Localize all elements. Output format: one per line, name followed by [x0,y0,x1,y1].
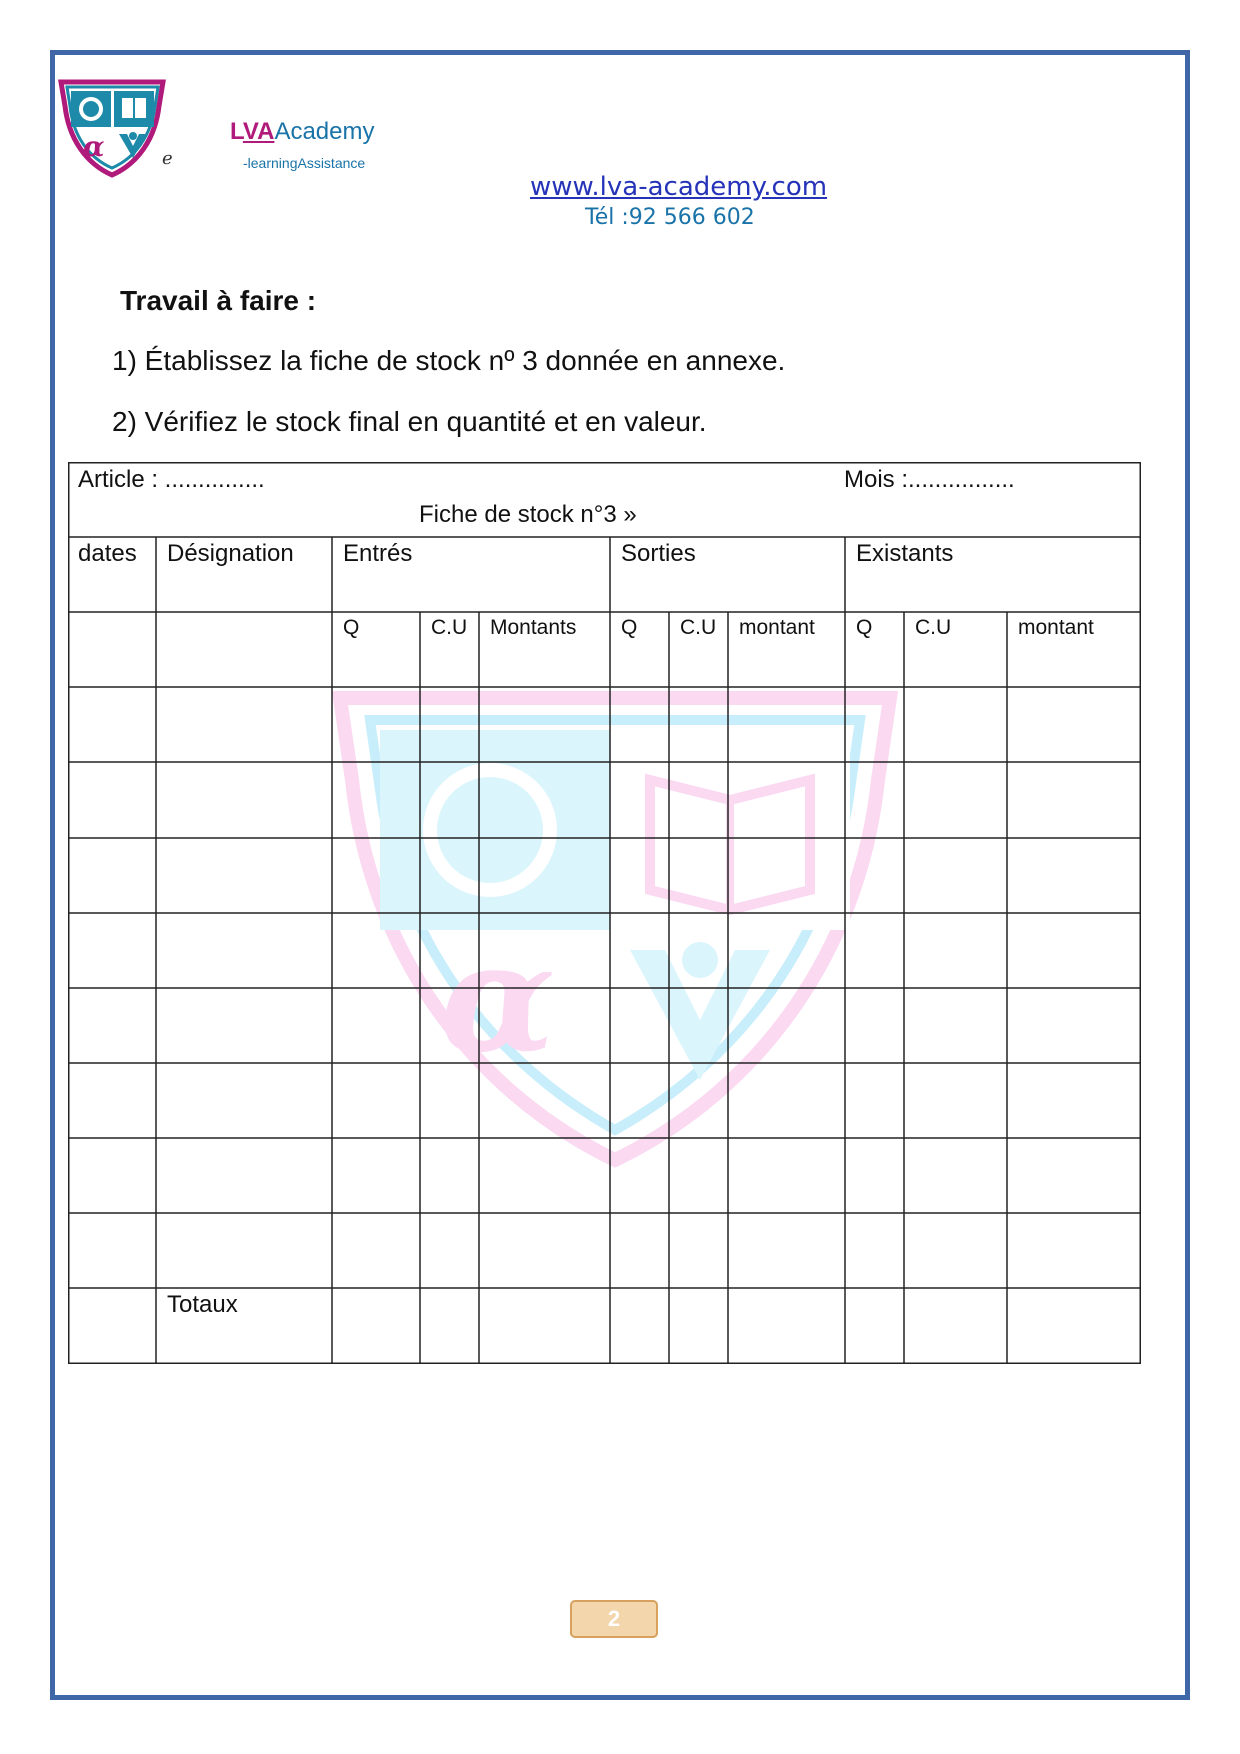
svg-text:α: α [440,910,556,1086]
subheader-entres-montants: Montants [490,616,577,639]
subheader-entres-cu: C.U [431,616,468,639]
stock-sheet-grid [68,462,1141,1364]
sheet-title: Fiche de stock n°3 » [419,501,637,528]
task-item-1: 1) Établissez la fiche de stock nº 3 donnée en annexe. [112,345,786,376]
header-dates: dates [78,540,137,567]
article-field: Article : ............... [78,466,265,493]
subheader-existants-q: Q [856,616,873,639]
task-title: Travail à faire : [120,285,317,316]
page-number-badge: 2 [570,1600,658,1638]
mois-field: Mois :................ [844,466,1015,493]
svg-text:α: α [83,130,105,163]
header-sorties: Sorties [621,540,696,567]
brand-academy: Academy [274,118,375,145]
brand-tagline: -learningAssistance [243,155,366,171]
subheader-existants-cu: C.U [915,616,952,639]
subheader-sorties-q: Q [621,616,638,639]
phone-number: Tél :92 566 602 [585,205,755,230]
website-link[interactable]: www.lva-academy.com [530,172,828,202]
header-existants: Existants [856,540,954,567]
lva-shield-logo [55,78,170,178]
totals-label: Totaux [167,1291,238,1318]
brand-va: VA [242,118,275,145]
logo-e-mark: e [162,148,173,169]
header-entres: Entrés [343,540,413,567]
brand-lv: L [230,118,243,145]
stock-sheet [68,462,1141,1364]
brand-name [230,120,375,144]
subheader-entres-q: Q [343,616,360,639]
task-item-2: 2) Vérifiez le stock final en quantité et en valeur. [112,406,707,437]
subheader-existants-montant: montant [1018,616,1094,639]
header-designation: Désignation [167,540,294,567]
subheader-sorties-cu: C.U [680,616,717,639]
subheader-sorties-montant: montant [739,616,815,639]
